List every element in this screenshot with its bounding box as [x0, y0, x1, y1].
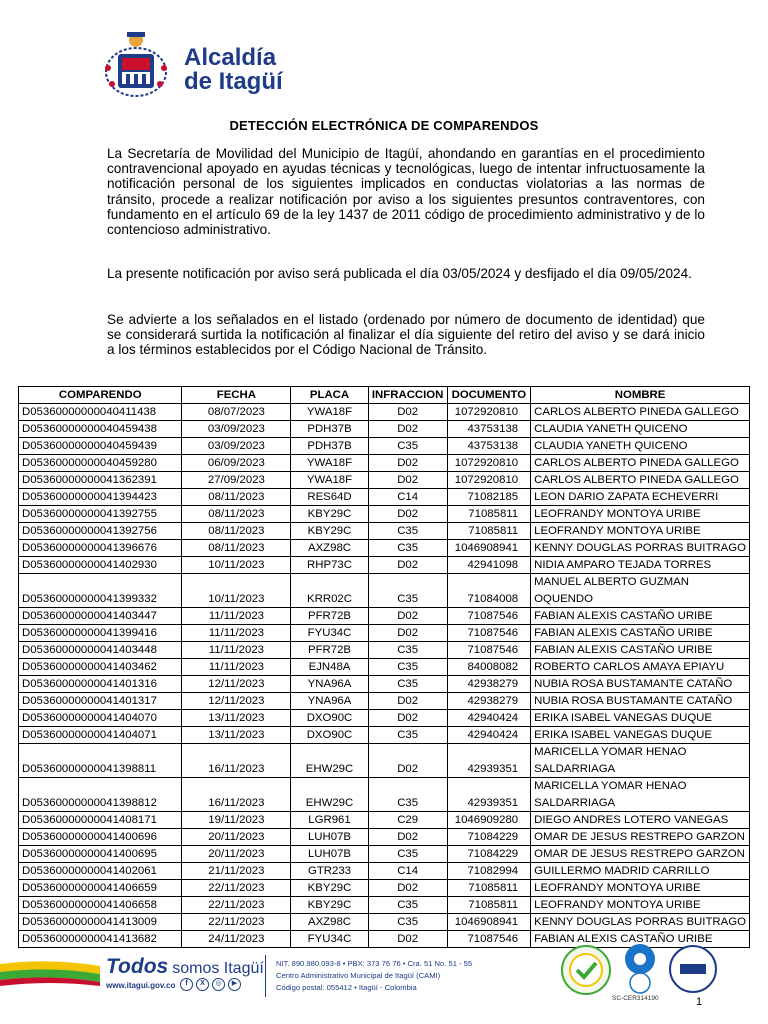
cell-nombre: LEOFRANDY MONTOYA URIBE — [531, 506, 750, 523]
logo-wordmark — [184, 46, 283, 94]
slogan-bold: Todos — [106, 955, 169, 978]
cell-infraccion: D02 — [368, 421, 447, 438]
cell-fecha: 13/11/2023 — [182, 710, 291, 727]
cell-comparendo: D05360000000041404071 — [19, 727, 182, 744]
cell-comparendo: D05360000000041413682 — [19, 931, 182, 948]
cell-placa: DXO90C — [291, 727, 368, 744]
cell-placa: LUH07B — [291, 846, 368, 863]
cell-nombre: NIDIA AMPARO TEJADA TORRES — [531, 557, 750, 574]
contact-line: NIT. 890.980.093-8 • PBX: 373 76 76 • Cra. 51 No. 51 - 55 — [276, 959, 473, 968]
logo-line-2: de Itagüí — [184, 68, 283, 95]
cell-fecha: 20/11/2023 — [182, 846, 291, 863]
cell-infraccion: C35 — [368, 846, 447, 863]
cell-comparendo: D05360000000041401317 — [19, 693, 182, 710]
cell-nombre: OMAR DE JESUS RESTREPO GARZON — [531, 829, 750, 846]
coat-of-arms-icon — [100, 28, 172, 100]
cell-comparendo: D05360000000041408171 — [19, 812, 182, 829]
cell-fecha: 11/11/2023 — [182, 625, 291, 642]
cell-nombre: MARICELLA YOMAR HENAO SALDARRIAGA — [531, 778, 750, 812]
cell-nombre: LEOFRANDY MONTOYA URIBE — [531, 897, 750, 914]
cell-comparendo: D05360000000041392756 — [19, 523, 182, 540]
table-row — [19, 455, 750, 472]
x-twitter-icon[interactable]: X — [196, 978, 209, 991]
cell-documento: 71084229 — [447, 829, 531, 846]
cell-documento: 1072920810 — [447, 404, 531, 421]
cell-comparendo: D05360000000041362391 — [19, 472, 182, 489]
cell-fecha: 11/11/2023 — [182, 642, 291, 659]
cell-infraccion: C35 — [368, 523, 447, 540]
table-row — [19, 506, 750, 523]
cell-comparendo: D05360000000041396676 — [19, 540, 182, 557]
cell-placa: PFR72B — [291, 608, 368, 625]
cell-comparendo: D05360000000040459439 — [19, 438, 182, 455]
cell-fecha: 16/11/2023 — [182, 744, 291, 778]
cell-infraccion: C35 — [368, 914, 447, 931]
cell-placa: EJN48A — [291, 659, 368, 676]
warning-paragraph: Se advierte a los señalados en el listado (ordenado por número de documento de identidad) que se considerará surtida la notificación al finalizar el día siguiente del retiro del aviso y se dará inicio a los términos establecidos por el Código Nacional de Tránsito. — [107, 312, 705, 358]
cell-fecha: 08/11/2023 — [182, 540, 291, 557]
table-row — [19, 676, 750, 693]
publication-paragraph: La presente notificación por aviso será publicada el día 03/05/2024 y desfijado el día 09/05/2024. — [107, 266, 692, 281]
table-row — [19, 710, 750, 727]
cell-placa: DXO90C — [291, 710, 368, 727]
cell-comparendo: D05360000000041413009 — [19, 914, 182, 931]
cell-nombre: OMAR DE JESUS RESTREPO GARZON — [531, 846, 750, 863]
itagui-flag-icon — [0, 960, 100, 988]
cell-placa: AXZ98C — [291, 540, 368, 557]
table-row — [19, 914, 750, 931]
alcaldia-logo — [100, 28, 300, 100]
cell-documento: 42939351 — [447, 778, 531, 812]
cell-documento: 1046908941 — [447, 914, 531, 931]
footer-divider — [265, 955, 266, 997]
cell-placa: RHP73C — [291, 557, 368, 574]
cell-documento: 71085811 — [447, 523, 531, 540]
cell-comparendo: D05360000000041403447 — [19, 608, 182, 625]
table-row — [19, 421, 750, 438]
cell-nombre: KENNY DOUGLAS PORRAS BUITRAGO — [531, 540, 750, 557]
cell-nombre: FABIAN ALEXIS CASTAÑO URIBE — [531, 931, 750, 948]
cell-infraccion: D02 — [368, 506, 447, 523]
cell-placa: YNA96A — [291, 676, 368, 693]
cell-comparendo: D05360000000041400695 — [19, 846, 182, 863]
cell-infraccion: D02 — [368, 455, 447, 472]
table-row — [19, 642, 750, 659]
cell-documento: 71087546 — [447, 642, 531, 659]
cell-documento: 71082994 — [447, 863, 531, 880]
cell-nombre: LEOFRANDY MONTOYA URIBE — [531, 523, 750, 540]
cell-infraccion: D02 — [368, 472, 447, 489]
cell-fecha: 08/11/2023 — [182, 489, 291, 506]
cell-infraccion: D02 — [368, 557, 447, 574]
cell-placa: FYU34C — [291, 931, 368, 948]
cell-placa: KBY29C — [291, 523, 368, 540]
table-row — [19, 829, 750, 846]
cell-documento: 71082185 — [447, 489, 531, 506]
cell-nombre: MANUEL ALBERTO GUZMAN OQUENDO — [531, 574, 750, 608]
cell-nombre: MARICELLA YOMAR HENAO SALDARRIAGA — [531, 744, 750, 778]
cell-comparendo: D05360000000041401316 — [19, 676, 182, 693]
website-link[interactable]: www.itagui.gov.co — [106, 981, 176, 990]
cell-documento: 71084229 — [447, 846, 531, 863]
table-row — [19, 489, 750, 506]
cell-placa: YWA18F — [291, 404, 368, 421]
cell-documento: 1072920810 — [447, 472, 531, 489]
header-infraccion: INFRACCION — [368, 387, 447, 404]
cell-comparendo: D05360000000040459438 — [19, 421, 182, 438]
cell-documento: 71084008 — [447, 574, 531, 608]
cell-infraccion: D02 — [368, 625, 447, 642]
cell-placa: PDH37B — [291, 421, 368, 438]
table-row — [19, 608, 750, 625]
youtube-icon[interactable]: ▶ — [228, 978, 241, 991]
table-row — [19, 846, 750, 863]
cell-fecha: 22/11/2023 — [182, 914, 291, 931]
cell-documento: 42939351 — [447, 744, 531, 778]
cell-documento: 1072920810 — [447, 455, 531, 472]
cell-fecha: 21/11/2023 — [182, 863, 291, 880]
cell-fecha: 11/11/2023 — [182, 608, 291, 625]
cell-documento: 71085811 — [447, 897, 531, 914]
cell-fecha: 16/11/2023 — [182, 778, 291, 812]
table-row — [19, 727, 750, 744]
cell-comparendo: D05360000000041406658 — [19, 897, 182, 914]
cell-documento: 71087546 — [447, 625, 531, 642]
cell-placa: GTR233 — [291, 863, 368, 880]
cell-fecha: 03/09/2023 — [182, 438, 291, 455]
cell-infraccion: C35 — [368, 574, 447, 608]
cell-nombre: FABIAN ALEXIS CASTAÑO URIBE — [531, 625, 750, 642]
cell-infraccion: C35 — [368, 778, 447, 812]
table-row — [19, 880, 750, 897]
header-comparendo: COMPARENDO — [19, 387, 182, 404]
cell-fecha: 22/11/2023 — [182, 897, 291, 914]
cell-infraccion: C35 — [368, 540, 447, 557]
cell-fecha: 10/11/2023 — [182, 574, 291, 608]
table-row — [19, 659, 750, 676]
table-row — [19, 557, 750, 574]
header-nombre: NOMBRE — [531, 387, 750, 404]
cell-nombre: CARLOS ALBERTO PINEDA GALLEGO — [531, 455, 750, 472]
cell-documento: 71085811 — [447, 880, 531, 897]
cell-placa: KRR02C — [291, 574, 368, 608]
page-number: 1 — [696, 996, 703, 1008]
cell-nombre: CARLOS ALBERTO PINEDA GALLEGO — [531, 404, 750, 421]
contact-line: Centro Administrativo Municipal de Itagüí (CAMI) — [276, 971, 441, 980]
cell-documento: 1046909280 — [447, 812, 531, 829]
header-fecha: FECHA — [182, 387, 291, 404]
table-row — [19, 812, 750, 829]
document-title: DETECCIÓN ELECTRÓNICA DE COMPARENDOS — [229, 118, 539, 133]
cell-comparendo: D05360000000041403448 — [19, 642, 182, 659]
cell-comparendo: D05360000000041402061 — [19, 863, 182, 880]
cell-documento: 42941098 — [447, 557, 531, 574]
cell-infraccion: C14 — [368, 863, 447, 880]
cell-documento: 71087546 — [447, 608, 531, 625]
cell-infraccion: C35 — [368, 438, 447, 455]
cell-fecha: 22/11/2023 — [182, 880, 291, 897]
cell-comparendo: D05360000000041403462 — [19, 659, 182, 676]
cell-fecha: 08/11/2023 — [182, 523, 291, 540]
intro-paragraph: La Secretaría de Movilidad del Municipio de Itagüí, ahondando en garantías en el procedimiento contravencional apoyado en ayudas técnicas y tecnológicas, luego de intentar infructuosamente la notificación personal de los siguientes implicados en conductas violatorias a las normas de tránsito, procede a realizar notificación por aviso a los siguientes presuntos contraventores, con fundamento en el artículo 69 de la ley 1437 de 2011 código de procedimiento administrativo y de lo contencioso administrativo. — [107, 146, 705, 238]
cell-nombre: KENNY DOUGLAS PORRAS BUITRAGO — [531, 914, 750, 931]
cell-placa: YNA96A — [291, 693, 368, 710]
cell-documento: 71087546 — [447, 931, 531, 948]
contact-line: Código postal: 055412 • Itagüí - Colombia — [276, 983, 417, 992]
cell-comparendo: D05360000000041404070 — [19, 710, 182, 727]
cell-nombre: CLAUDIA YANETH QUICENO — [531, 438, 750, 455]
cell-placa: KBY29C — [291, 506, 368, 523]
cell-placa: EHW29C — [291, 744, 368, 778]
table-header-row — [19, 387, 750, 404]
cell-placa: FYU34C — [291, 625, 368, 642]
table-row — [19, 438, 750, 455]
cell-comparendo: D05360000000041398812 — [19, 778, 182, 812]
certified-seal-icon — [560, 944, 612, 996]
cell-placa: YWA18F — [291, 455, 368, 472]
cell-nombre: NUBIA ROSA BUSTAMANTE CATAÑO — [531, 693, 750, 710]
cell-fecha: 19/11/2023 — [182, 812, 291, 829]
table-row — [19, 472, 750, 489]
cell-documento: 43753138 — [447, 438, 531, 455]
table-row — [19, 744, 750, 778]
table-row — [19, 574, 750, 608]
cell-nombre: CARLOS ALBERTO PINEDA GALLEGO — [531, 472, 750, 489]
table-row — [19, 540, 750, 557]
cell-comparendo: D05360000000041392755 — [19, 506, 182, 523]
icontec-certification-icon — [618, 943, 662, 1003]
cell-infraccion: D02 — [368, 693, 447, 710]
cell-infraccion: C35 — [368, 676, 447, 693]
cell-fecha: 08/07/2023 — [182, 404, 291, 421]
cell-comparendo: D05360000000041400696 — [19, 829, 182, 846]
cell-placa: KBY29C — [291, 880, 368, 897]
cell-comparendo: D05360000000040411438 — [19, 404, 182, 421]
table-row — [19, 523, 750, 540]
cell-nombre: LEOFRANDY MONTOYA URIBE — [531, 880, 750, 897]
cell-infraccion: C35 — [368, 659, 447, 676]
cell-infraccion: C35 — [368, 727, 447, 744]
cell-nombre: ERIKA ISABEL VANEGAS DUQUE — [531, 727, 750, 744]
cell-infraccion: C35 — [368, 642, 447, 659]
cell-placa: PDH37B — [291, 438, 368, 455]
cell-infraccion: D02 — [368, 829, 447, 846]
cell-placa: KBY29C — [291, 897, 368, 914]
table-row — [19, 404, 750, 421]
table-row — [19, 625, 750, 642]
instagram-icon[interactable]: ◎ — [212, 978, 225, 991]
cell-infraccion: D02 — [368, 608, 447, 625]
table-row — [19, 897, 750, 914]
cell-fecha: 27/09/2023 — [182, 472, 291, 489]
facebook-icon[interactable]: f — [180, 978, 193, 991]
cell-comparendo: D05360000000041398811 — [19, 744, 182, 778]
footer-slogan — [106, 955, 264, 979]
cell-comparendo: D05360000000041394423 — [19, 489, 182, 506]
cell-placa: YWA18F — [291, 472, 368, 489]
cell-fecha: 20/11/2023 — [182, 829, 291, 846]
cell-documento: 1046908941 — [447, 540, 531, 557]
cell-infraccion: D02 — [368, 710, 447, 727]
cell-fecha: 06/09/2023 — [182, 455, 291, 472]
cell-nombre: NUBIA ROSA BUSTAMANTE CATAÑO — [531, 676, 750, 693]
slogan-rest: somos Itagüí — [172, 960, 264, 977]
certification-code: SC-CER314190 — [612, 995, 659, 1002]
cell-placa: RES64D — [291, 489, 368, 506]
cell-nombre: LEON DARIO ZAPATA ECHEVERRI — [531, 489, 750, 506]
header-placa: PLACA — [291, 387, 368, 404]
cell-fecha: 24/11/2023 — [182, 931, 291, 948]
cell-fecha: 10/11/2023 — [182, 557, 291, 574]
cell-placa: LUH07B — [291, 829, 368, 846]
cell-documento: 42938279 — [447, 693, 531, 710]
social-links — [180, 978, 241, 991]
cell-fecha: 12/11/2023 — [182, 693, 291, 710]
comparendos-table — [18, 386, 750, 948]
iqnet-certification-icon — [668, 944, 718, 994]
cell-nombre: ROBERTO CARLOS AMAYA EPIAYU — [531, 659, 750, 676]
cell-infraccion: D02 — [368, 744, 447, 778]
table-row — [19, 863, 750, 880]
cell-documento: 42940424 — [447, 710, 531, 727]
contact-info — [276, 958, 472, 994]
cell-placa: EHW29C — [291, 778, 368, 812]
cell-fecha: 08/11/2023 — [182, 506, 291, 523]
cell-nombre: CLAUDIA YANETH QUICENO — [531, 421, 750, 438]
cell-placa: LGR961 — [291, 812, 368, 829]
cell-nombre: FABIAN ALEXIS CASTAÑO URIBE — [531, 642, 750, 659]
cell-placa: AXZ98C — [291, 914, 368, 931]
table-row — [19, 693, 750, 710]
cell-comparendo: D05360000000041399416 — [19, 625, 182, 642]
cell-infraccion: C35 — [368, 897, 447, 914]
cell-documento: 42938279 — [447, 676, 531, 693]
cell-fecha: 11/11/2023 — [182, 659, 291, 676]
cell-fecha: 12/11/2023 — [182, 676, 291, 693]
cell-infraccion: D02 — [368, 931, 447, 948]
logo-line-1: Alcaldía — [184, 44, 277, 71]
cell-nombre: DIEGO ANDRES LOTERO VANEGAS — [531, 812, 750, 829]
cell-documento: 84008082 — [447, 659, 531, 676]
cell-documento: 42940424 — [447, 727, 531, 744]
cell-documento: 43753138 — [447, 421, 531, 438]
cell-documento: 71085811 — [447, 506, 531, 523]
cell-comparendo: D05360000000041406659 — [19, 880, 182, 897]
cell-infraccion: C14 — [368, 489, 447, 506]
cell-nombre: GUILLERMO MADRID CARRILLO — [531, 863, 750, 880]
cell-comparendo: D05360000000040459280 — [19, 455, 182, 472]
cell-fecha: 13/11/2023 — [182, 727, 291, 744]
table-row — [19, 778, 750, 812]
cell-infraccion: D02 — [368, 404, 447, 421]
cell-placa: PFR72B — [291, 642, 368, 659]
cell-infraccion: D02 — [368, 880, 447, 897]
header-documento: DOCUMENTO — [447, 387, 531, 404]
cell-comparendo: D05360000000041402930 — [19, 557, 182, 574]
cell-fecha: 03/09/2023 — [182, 421, 291, 438]
cell-infraccion: C29 — [368, 812, 447, 829]
cell-nombre: FABIAN ALEXIS CASTAÑO URIBE — [531, 608, 750, 625]
cell-comparendo: D05360000000041399332 — [19, 574, 182, 608]
cell-nombre: ERIKA ISABEL VANEGAS DUQUE — [531, 710, 750, 727]
